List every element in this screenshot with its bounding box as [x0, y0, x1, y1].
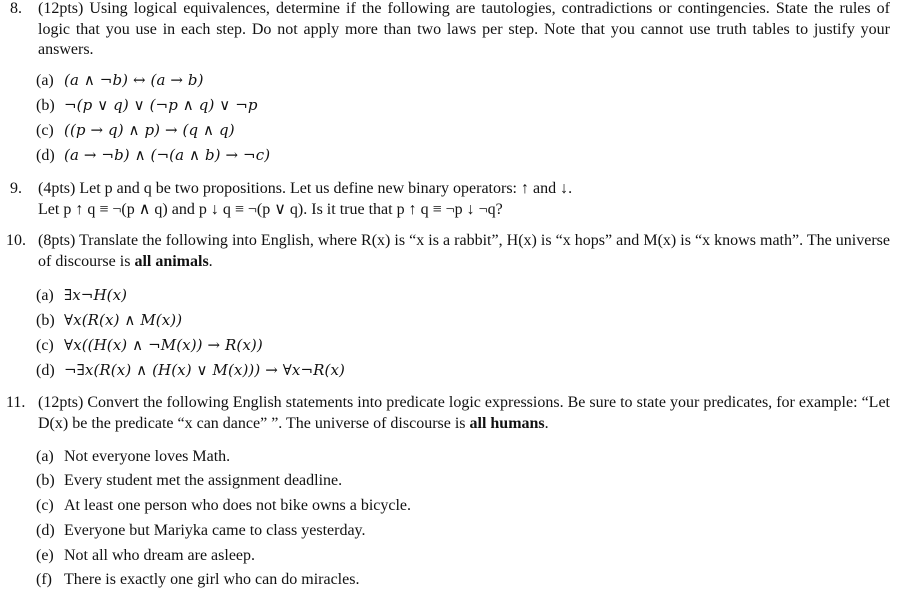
item-label: (a) — [36, 72, 54, 89]
item-label: (b) — [36, 97, 55, 114]
problem-11-item-e — [36, 546, 255, 567]
problem-10-universe: all animals — [134, 252, 209, 270]
item-label: (d) — [36, 362, 55, 379]
problem-8-statement — [10, 0, 890, 61]
item-label: (d) — [36, 522, 55, 539]
item-label: (b) — [36, 312, 55, 329]
item-label: (a) — [36, 448, 54, 465]
logic-expression: ∃x¬H(x) — [64, 286, 128, 304]
problem-11-item-f — [36, 570, 359, 591]
logic-expression: (a → ¬b) ∧ (¬(a ∧ b) → ¬c) — [64, 146, 271, 164]
statement-text: Every student met the assignment deadline. — [64, 472, 343, 489]
statement-text: Not all who dream are asleep. — [64, 547, 256, 564]
problem-11-item-d — [36, 521, 366, 542]
problem-11-text: (12pts) Convert the following English statements into predicate logic expressions. Be sure to state your predicates, for example: “Let D(x) be the predicate “x can dance” ”. The universe of discourse is — [38, 394, 890, 432]
problem-11-statement — [6, 393, 890, 434]
problem-11-number: 11. — [6, 394, 26, 411]
problem-8-item-b — [36, 95, 258, 117]
logic-expression: ∀x((H(x) ∧ ¬M(x)) → R(x)) — [64, 336, 263, 354]
problem-8-item-d — [36, 145, 270, 167]
item-label: (b) — [36, 472, 55, 489]
problem-8-text: (12pts) Using logical equivalences, determine if the following are tautologies, contradictions or contingencies. State the rules of logic that you use in each step. Do not apply more than two laws per step. Note that you cannot use truth tables to justify your answers. — [38, 0, 890, 58]
problem-10-text: (8pts) Translate the following into English, where R(x) is “x is a rabbit”, H(x) is “x hops” and M(x) is “x knows math”. The universe of discourse is — [38, 232, 890, 270]
statement-text: Everyone but Mariyka came to class yesterday. — [64, 522, 366, 539]
logic-expression: ¬∃x(R(x) ∧ (H(x) ∨ M(x))) → ∀x¬R(x) — [64, 361, 345, 379]
problem-11-period: . — [544, 414, 549, 432]
problem-8-item-c — [36, 120, 235, 142]
problem-10-period: . — [208, 252, 213, 270]
problem-11-universe: all humans — [469, 414, 545, 432]
problem-10-item-a — [36, 285, 127, 307]
problem-10-item-b — [36, 310, 182, 332]
logic-expression: ((p → q) ∧ p) → (q ∧ q) — [64, 121, 235, 139]
item-label: (f) — [36, 571, 52, 588]
problem-10-statement — [6, 231, 890, 272]
item-label: (c) — [36, 337, 54, 354]
item-label: (e) — [36, 547, 54, 564]
item-label: (a) — [36, 287, 54, 304]
problem-11 — [6, 393, 890, 434]
item-label: (c) — [36, 497, 54, 514]
problem-11-item-b — [36, 471, 342, 492]
problem-8-number: 8. — [10, 0, 22, 17]
problem-8 — [10, 0, 890, 61]
problem-8-item-a — [36, 70, 204, 92]
logic-expression: ¬(p ∨ q) ∨ (¬p ∧ q) ∨ ¬p — [64, 96, 258, 114]
problem-9-statement — [10, 179, 890, 220]
item-label: (c) — [36, 122, 54, 139]
item-label: (d) — [36, 147, 55, 164]
problem-11-item-a — [36, 447, 230, 468]
problem-10-number: 10. — [6, 232, 26, 249]
statement-text: Not everyone loves Math. — [64, 448, 231, 465]
problem-11-item-c — [36, 496, 411, 517]
problem-9-line-2: Let p ↑ q ≡ ¬(p ∧ q) and p ↓ q ≡ ¬(p ∨ q). Is it true that p ↑ q ≡ ¬p ↓ ¬q? — [38, 200, 503, 218]
problem-10 — [6, 231, 890, 272]
problem-9-line-1: (4pts) Let p and q be two propositions. Let us define new binary operators: ↑ and ↓. — [38, 180, 573, 197]
problem-10-item-d — [36, 360, 345, 382]
logic-expression: ∀x(R(x) ∧ M(x)) — [64, 311, 183, 329]
logic-expression: (a ∧ ¬b) ↔ (a → b) — [64, 71, 204, 89]
problem-9-number: 9. — [10, 180, 22, 197]
statement-text: At least one person who does not bike owns a bicycle. — [64, 497, 412, 514]
statement-text: There is exactly one girl who can do miracles. — [64, 571, 360, 588]
problem-9 — [10, 179, 890, 220]
problem-10-item-c — [36, 335, 263, 357]
